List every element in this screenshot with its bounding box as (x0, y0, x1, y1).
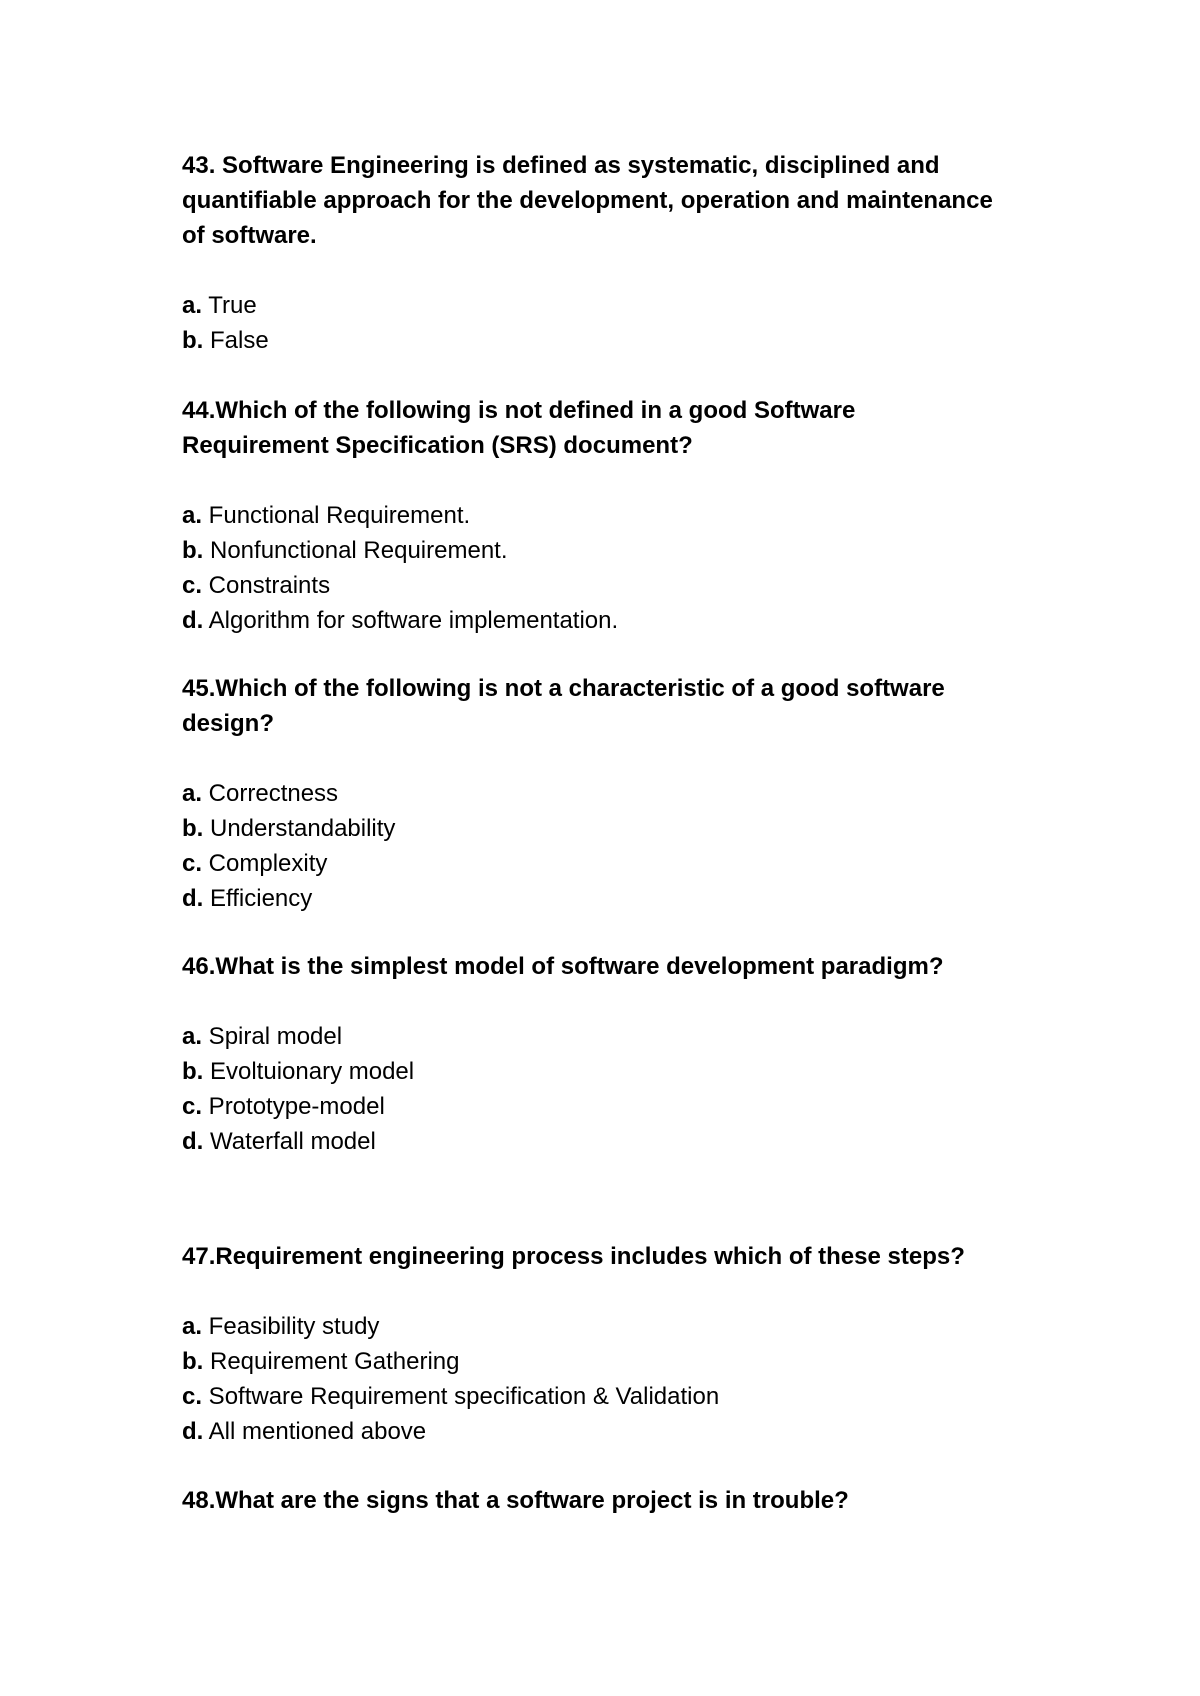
option-a (182, 1019, 1002, 1054)
option-c (182, 568, 1002, 603)
option-text: Evoltuionary model (203, 1058, 415, 1085)
option-letter: d. (182, 607, 204, 634)
question-text: 44.Which of the following is not defined in a good Software Requirement Specification (SRS) document? (182, 397, 856, 459)
option-d (182, 1124, 1002, 1159)
option-a (182, 288, 1002, 323)
option-text: Constraints (202, 572, 331, 599)
option-letter: b. (182, 327, 204, 354)
option-d (182, 1414, 1002, 1449)
option-text: Correctness (202, 780, 339, 807)
question-text: 43. Software Engineering is defined as systematic, disciplined and quantifiable approach for the development, operation and maintenance of software. (182, 152, 993, 249)
question-46 (182, 949, 1002, 1159)
option-a (182, 1309, 1002, 1344)
question-47 (182, 1239, 1002, 1449)
option-c (182, 1089, 1002, 1124)
option-text: Nonfunctional Requirement. (203, 537, 508, 564)
option-c (182, 846, 1002, 881)
option-text: Understandability (203, 815, 396, 842)
option-list (182, 1309, 1002, 1449)
option-letter: c. (182, 1383, 203, 1410)
option-text: Spiral model (202, 1023, 343, 1050)
question-43 (182, 148, 1002, 358)
option-list (182, 288, 1002, 358)
option-letter: b. (182, 815, 204, 842)
option-letter: c. (182, 850, 203, 877)
option-d (182, 881, 1002, 916)
option-text: False (203, 327, 269, 354)
option-text: Complexity (202, 850, 328, 877)
question-45 (182, 671, 1002, 916)
option-b (182, 811, 1002, 846)
option-b (182, 1344, 1002, 1379)
option-letter: b. (182, 537, 204, 564)
question-48 (182, 1483, 1002, 1518)
option-letter: a. (182, 502, 203, 529)
question-44 (182, 393, 1002, 638)
option-d (182, 603, 1002, 638)
option-list (182, 498, 1002, 638)
option-letter: c. (182, 572, 203, 599)
option-text: True (202, 292, 257, 319)
option-text: Prototype-model (202, 1093, 385, 1120)
option-a (182, 498, 1002, 533)
option-letter: c. (182, 1093, 203, 1120)
option-b (182, 533, 1002, 568)
option-list (182, 776, 1002, 916)
option-c (182, 1379, 1002, 1414)
option-text: Waterfall model (203, 1128, 376, 1155)
question-text: 47.Requirement engineering process includes which of these steps? (182, 1243, 965, 1270)
question-text: 46.What is the simplest model of software development paradigm? (182, 953, 944, 980)
option-text: All mentioned above (203, 1418, 427, 1445)
question-text: 45.Which of the following is not a characteristic of a good software design? (182, 675, 945, 737)
option-text: Requirement Gathering (203, 1348, 460, 1375)
option-text: Software Requirement specification & Validation (202, 1383, 720, 1410)
option-a (182, 776, 1002, 811)
option-letter: a. (182, 292, 203, 319)
option-letter: d. (182, 1128, 204, 1155)
option-letter: a. (182, 1313, 203, 1340)
option-letter: b. (182, 1058, 204, 1085)
option-letter: a. (182, 780, 203, 807)
option-letter: d. (182, 1418, 204, 1445)
option-text: Efficiency (203, 885, 313, 912)
option-letter: a. (182, 1023, 203, 1050)
option-list (182, 1019, 1002, 1159)
option-text: Feasibility study (202, 1313, 380, 1340)
option-letter: b. (182, 1348, 204, 1375)
option-b (182, 1054, 1002, 1089)
option-letter: d. (182, 885, 204, 912)
option-b (182, 323, 1002, 358)
option-text: Functional Requirement. (202, 502, 471, 529)
option-text: Algorithm for software implementation. (203, 607, 619, 634)
question-text: 48.What are the signs that a software project is in trouble? (182, 1487, 849, 1514)
